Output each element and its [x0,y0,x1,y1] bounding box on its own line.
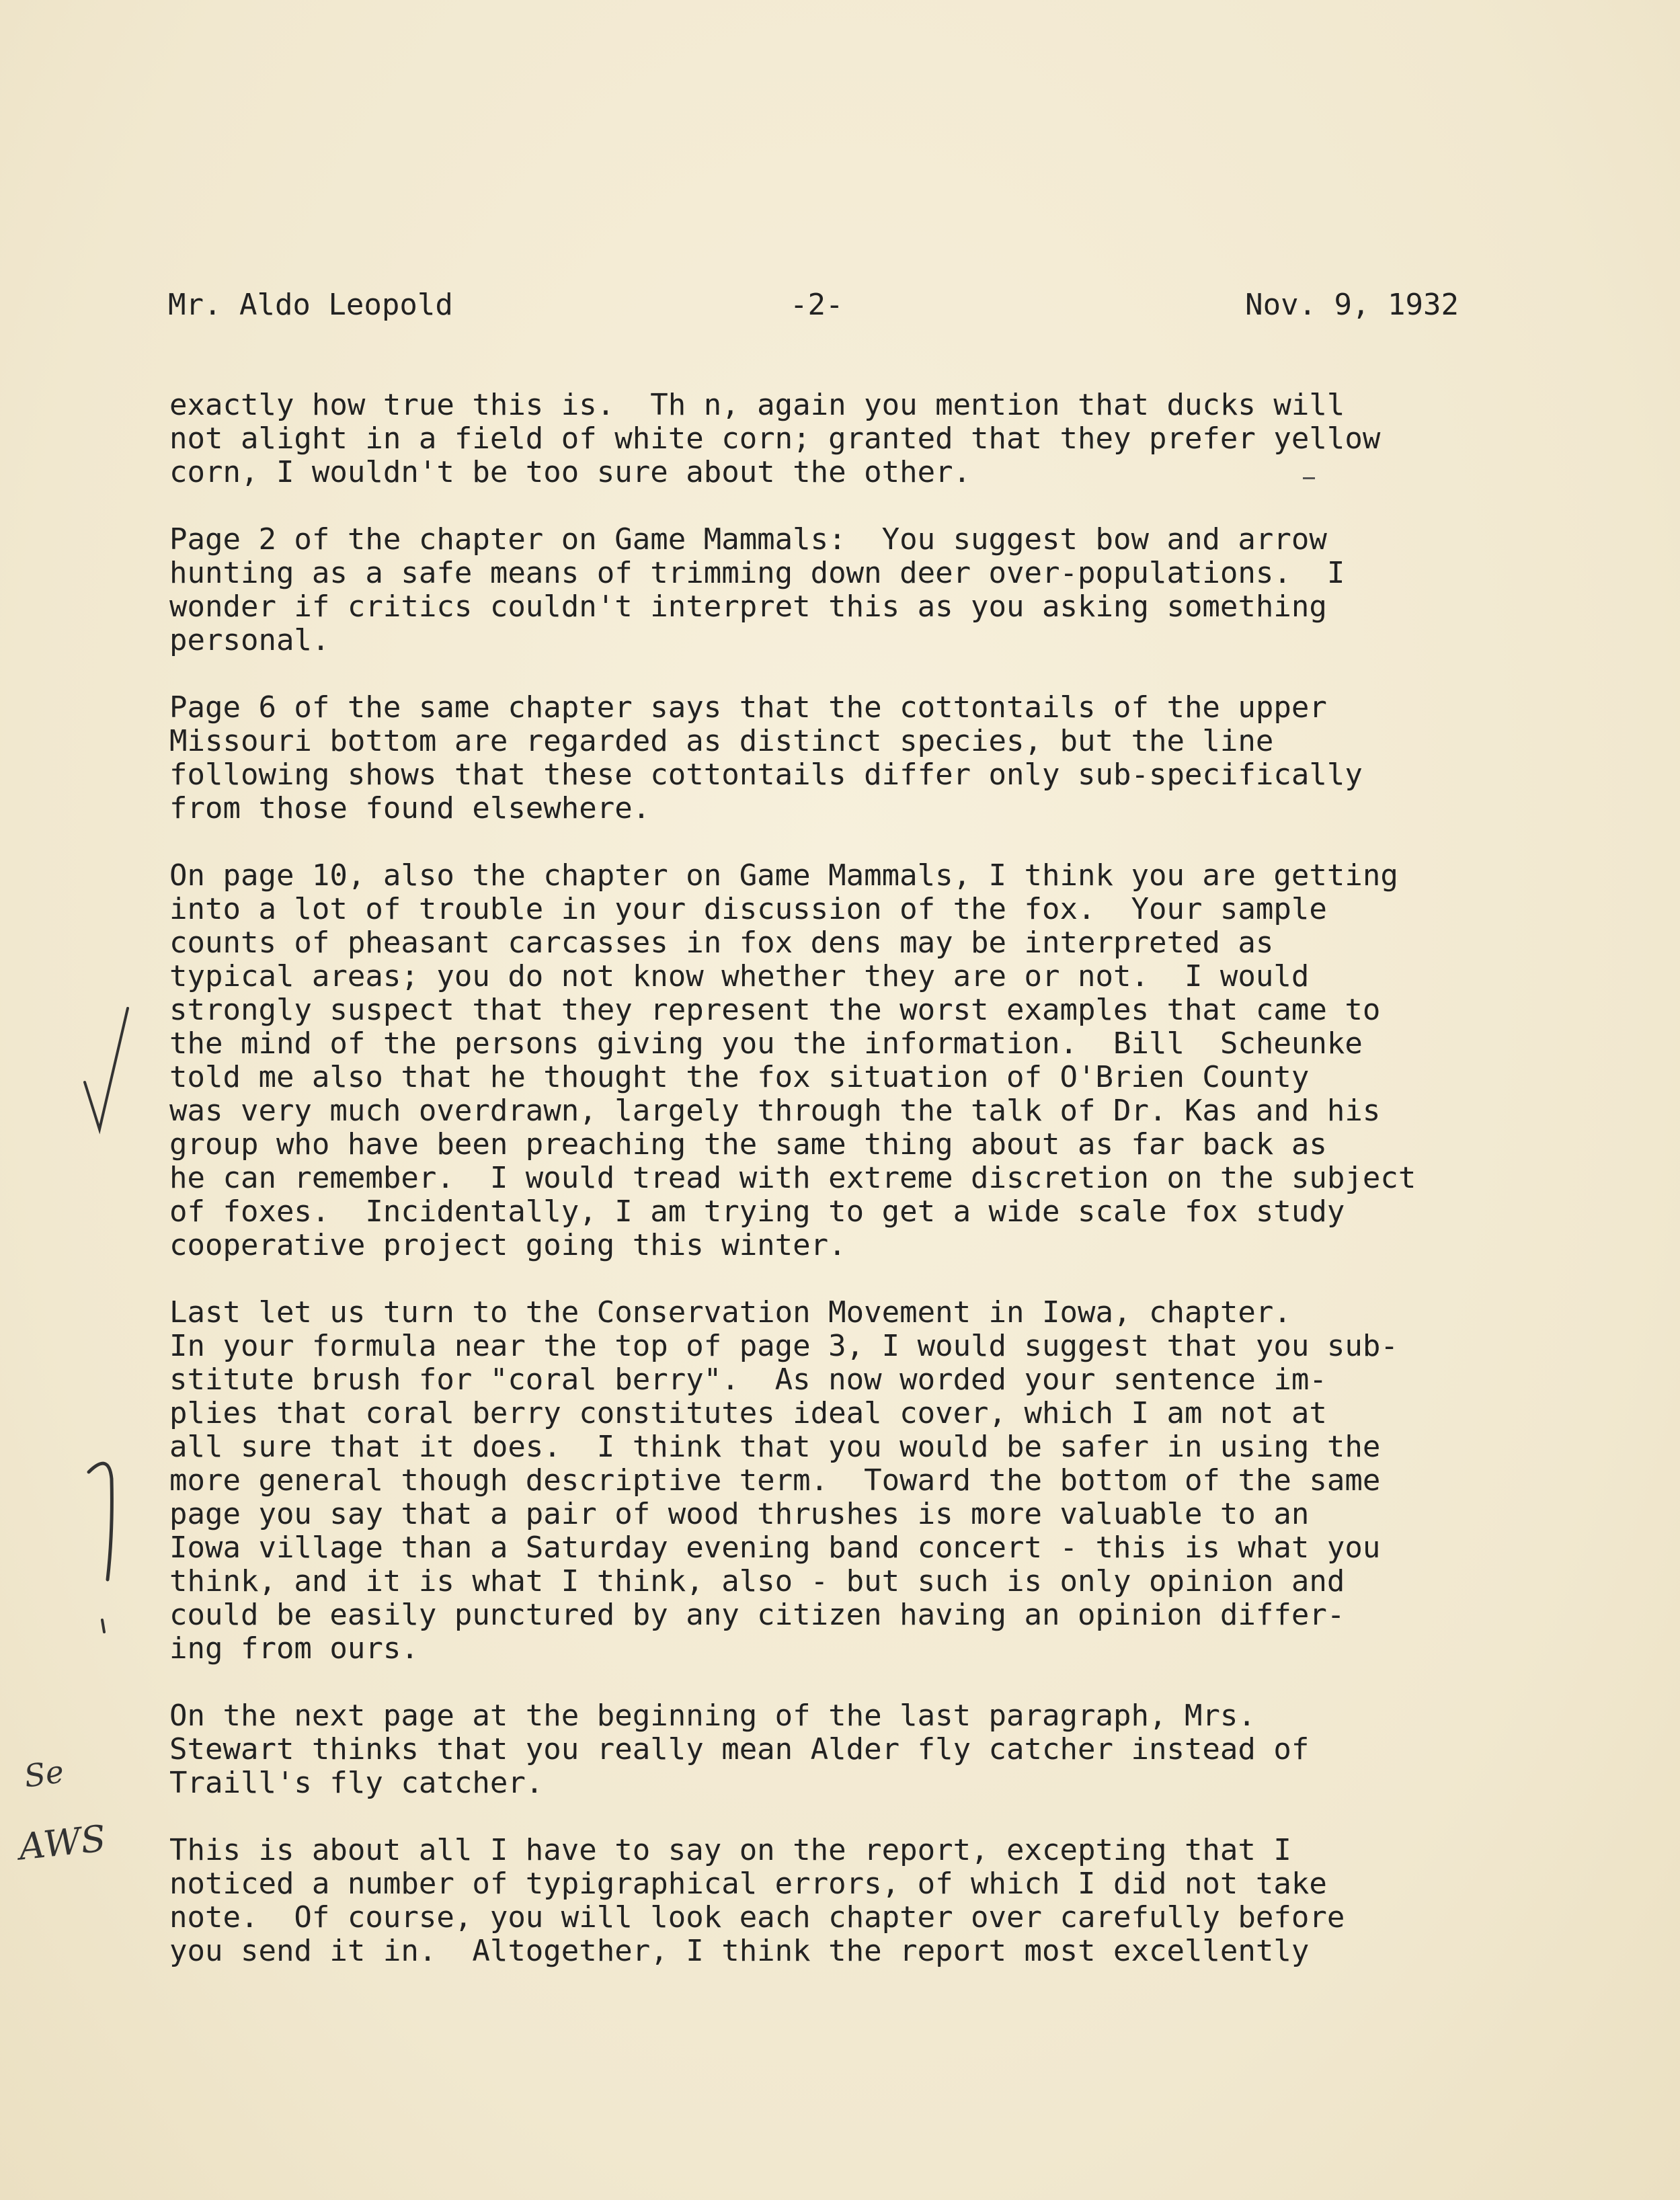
paragraph [169,1699,1581,1800]
text-line: think, and it is what I think, also - but such is only opinion and [169,1564,1345,1598]
text-line: could be easily punctured by any citizen having an opinion differ- [169,1598,1345,1632]
text-line: following shows that these cottontails differ only sub-specifically [169,758,1363,792]
recipient-name: Mr. Aldo Leopold [168,288,453,322]
text-line: corn, I wouldn't be too sure about the other. [169,455,971,489]
paragraph [169,1834,1581,1968]
paragraph [169,389,1581,489]
text-line: you send it in. Altogether, I think the report most excellently [169,1934,1310,1968]
text-line: This is about all I have to say on the report, excepting that I [169,1833,1291,1867]
text-line: the mind of the persons giving you the information. Bill Scheunke [169,1026,1363,1061]
text-line: note. Of course, you will look each chapter over carefully before [169,1900,1345,1934]
paragraph [169,859,1581,1262]
text-line: more general though descriptive term. Toward the bottom of the same [169,1463,1381,1498]
paragraph [169,523,1581,657]
text-line: ing from ours. [169,1631,419,1666]
text-line: group who have been preaching the same thing about as far back as [169,1127,1327,1162]
text-line: strongly suspect that they represent the worst examples that came to [169,993,1381,1027]
text-line: stitute brush for "coral berry". As now worded your sentence im- [169,1362,1327,1397]
letter-date: Nov. 9, 1932 [1245,288,1459,322]
text-line: Stewart thinks that you really mean Alder fly catcher instead of [169,1732,1310,1766]
text-line: Last let us turn to the Conservation Movement in Iowa, chapter. [169,1295,1291,1330]
letter-header [168,288,1459,328]
paragraph [169,691,1581,825]
checkmark-icon [79,1002,133,1136]
text-line: plies that coral berry constitutes ideal cover, which I am not at [169,1396,1327,1430]
text-line: hunting as a safe means of trimming down deer over-populations. I [169,556,1345,590]
text-line: personal. [169,623,330,657]
handwritten-initials-top: Se [22,1753,67,1795]
text-line: On the next page at the beginning of the last paragraph, Mrs. [169,1699,1256,1733]
paragraph [169,1296,1581,1666]
text-line: was very much overdrawn, largely through the talk of Dr. Kas and his [169,1094,1381,1128]
text-line: told me also that he thought the fox situation of O'Brien County [169,1060,1310,1094]
letter-body [169,389,1581,2002]
text-line: wonder if critics couldn't interpret this as you asking something [169,589,1327,624]
text-line: In your formula near the top of page 3, I would suggest that you sub- [169,1329,1398,1363]
text-line: counts of pheasant carcasses in fox dens may be interpreted as [169,926,1274,960]
text-line: from those found elsewhere. [169,791,651,825]
text-line: not alight in a field of white corn; granted that they prefer yellow [169,421,1381,456]
handwritten-initials-bottom: AWS [17,1817,108,1869]
text-line: he can remember. I would tread with extreme discretion on the subject [169,1161,1416,1195]
text-line: all sure that it does. I think that you would be safer in using the [169,1430,1381,1464]
text-line: cooperative project going this winter. [169,1228,846,1262]
text-line: Page 2 of the chapter on Game Mammals: You suggest bow and arrow [169,522,1327,557]
bracket-mark-icon [82,1452,122,1586]
text-line: typical areas; you do not know whether they are or not. I would [169,959,1310,993]
stray-dash-mark [1303,477,1315,479]
text-line: Iowa village than a Saturday evening band concert - this is what you [169,1531,1381,1565]
text-line: noticed a number of typigraphical errors, of which I did not take [169,1867,1327,1901]
text-line: of foxes. Incidentally, I am trying to get a wide scale fox study [169,1194,1345,1229]
text-line: On page 10, also the chapter on Game Mammals, I think you are getting [169,858,1398,893]
text-line: Missouri bottom are regarded as distinct species, but the line [169,724,1274,758]
text-line: Traill's fly catcher. [169,1766,544,1800]
page-number: -2- [790,288,844,322]
text-line: exactly how true this is. Th n, again you mention that ducks will [169,388,1345,422]
text-line: Page 6 of the same chapter says that the cottontails of the upper [169,690,1327,725]
tick-mark-icon [99,1619,108,1633]
text-line: into a lot of trouble in your discussion of the fox. Your sample [169,892,1327,926]
text-line: page you say that a pair of wood thrushes is more valuable to an [169,1497,1310,1531]
